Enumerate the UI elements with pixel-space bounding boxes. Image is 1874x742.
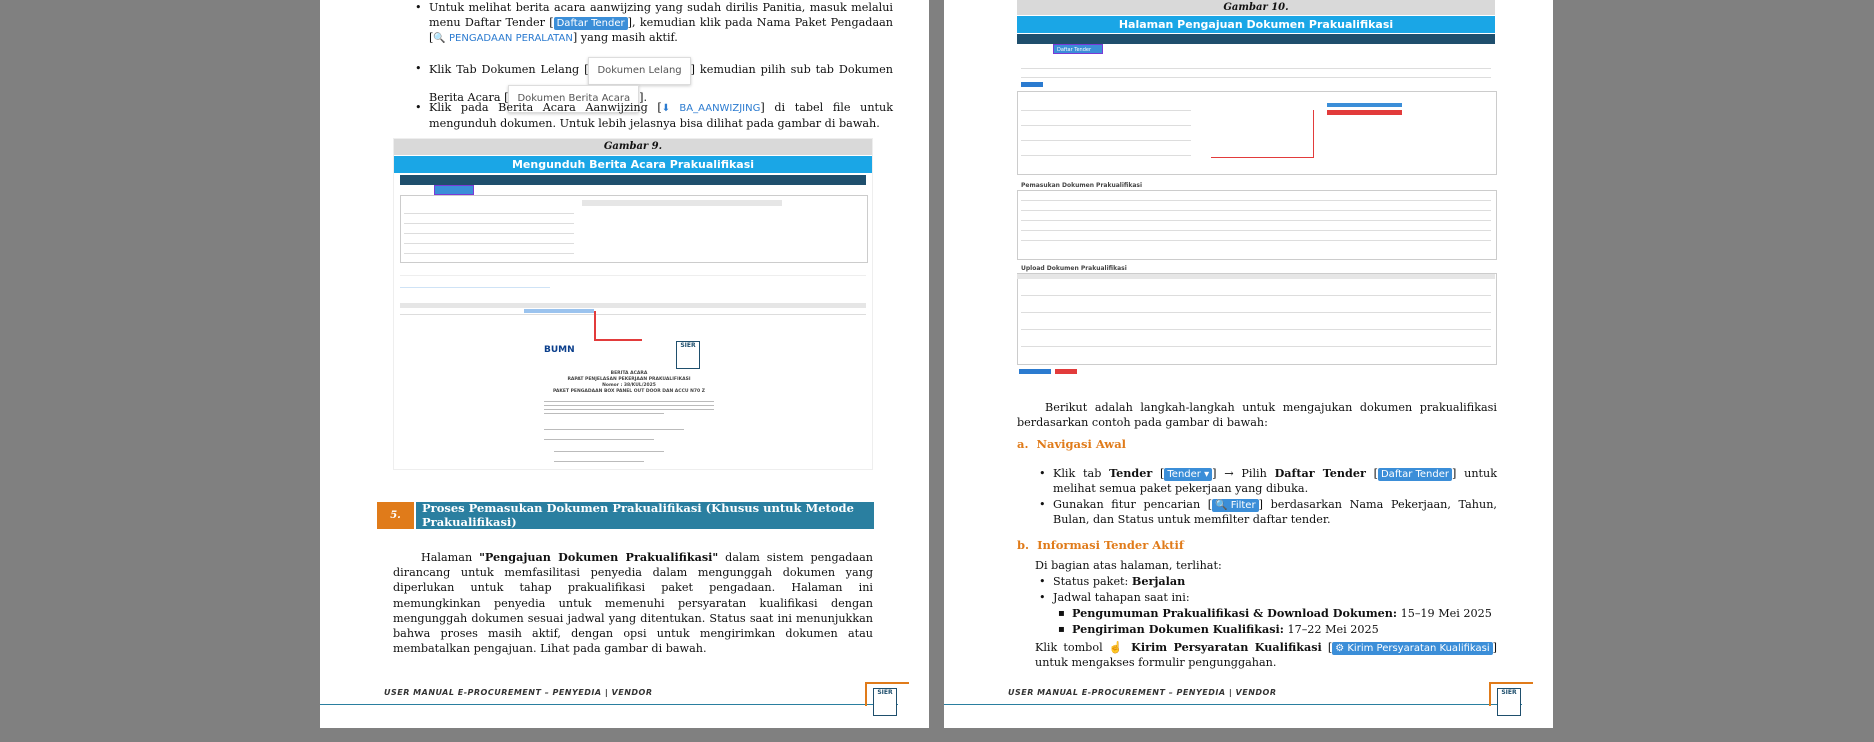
figure-10 bbox=[1017, 0, 1495, 378]
text: Navigasi Awal bbox=[1036, 437, 1127, 451]
submit-thumb bbox=[1019, 369, 1051, 374]
row-line bbox=[1021, 312, 1491, 313]
file-row bbox=[400, 314, 866, 315]
intro-paragraph: Berikut adalah langkah-langkah untuk mengajukan dokumen prakualifikasi berdasarkan contoh pada gambar di bawah: bbox=[1017, 401, 1497, 430]
doc-line bbox=[554, 451, 664, 452]
ba-file-link bbox=[524, 309, 594, 313]
text: PAKET PENGADAAN BOX PANEL OUT DOOR DAN ACCU N70 Z bbox=[553, 389, 705, 394]
sub-b-heading bbox=[1017, 538, 1184, 552]
section-pemasukan: Pemasukan Dokumen Prakualifikasi bbox=[1021, 182, 1142, 189]
row-line bbox=[1021, 210, 1491, 211]
logo-text: SIER bbox=[877, 689, 893, 696]
row-line bbox=[1021, 220, 1491, 221]
cancel-thumb bbox=[1055, 369, 1077, 374]
b-intro: Di bagian atas halaman, terlihat: bbox=[1035, 559, 1222, 572]
app-navbar bbox=[1017, 34, 1495, 44]
section-paragraph bbox=[393, 550, 873, 656]
text: Pengiriman Dokumen Kualifikasi: bbox=[1072, 622, 1284, 636]
text: ] di tabel file untuk mengunduh dokumen. Untuk lebih jelasnya bisa dilihat pada gambar di bawah. bbox=[429, 101, 894, 131]
arrow-line bbox=[1211, 157, 1314, 158]
arrow-line bbox=[594, 339, 642, 341]
figure-9 bbox=[393, 138, 873, 470]
figure-title: Mengunduh Berita Acara Prakualifikasi bbox=[394, 156, 872, 173]
bumn-logo: BUMN bbox=[544, 345, 575, 355]
text: RAPAT PENJELASAN PEKERJAAN PRAKUALIFIKASI bbox=[567, 377, 691, 382]
document-page-left bbox=[320, 0, 929, 728]
doc-line bbox=[554, 461, 644, 462]
file-table-header bbox=[400, 303, 866, 308]
schedule-header bbox=[582, 200, 782, 206]
jadwal-item-2 bbox=[1072, 622, 1492, 637]
row-line bbox=[1021, 240, 1491, 241]
sier-logo bbox=[873, 688, 897, 716]
tender-detail-panel bbox=[1017, 91, 1497, 175]
bullet-navigasi-tender: • Klik tab Tender [ Tender ▾ ] → Pilih Daftar Tender [ Daftar Tender ] untuk melihat semua paket pekerjaan yang dibuka. bbox=[1053, 466, 1497, 496]
text: untuk mengakses formulir pengunggahan. bbox=[1035, 656, 1277, 670]
ba-doc-title bbox=[544, 371, 714, 395]
dropdown-daftar-tender bbox=[434, 185, 474, 195]
page-footer: USER MANUAL E-PROCUREMENT – PENYEDIA | VENDOR bbox=[1008, 688, 1277, 697]
text: "Pengajuan Dokumen Prakualifikasi" bbox=[479, 550, 719, 564]
text: ], kemudian klik pada Nama Paket Pengadaan [ bbox=[429, 16, 893, 45]
kirim-persyaratan-chip: ⚙ Kirim Persyaratan Kualifikasi bbox=[1332, 642, 1492, 655]
search-icon: 🔍 bbox=[433, 33, 450, 45]
text: Untuk melihat berita acara aanwijzing yang sudah dirilis Panitia, masuk melalui menu Daftar Tender [ bbox=[429, 1, 893, 30]
text: Halaman bbox=[421, 551, 480, 564]
filter-chip: 🔍 Filter bbox=[1212, 499, 1258, 512]
dokumen-berita-acara-tab: Dokumen Berita Acara bbox=[508, 85, 639, 113]
text: Pengumuman Prakualifikasi & Download Dokumen: bbox=[1072, 606, 1398, 620]
text: 15–19 Mei 2025 bbox=[1397, 607, 1492, 620]
text: Tender bbox=[1109, 466, 1153, 480]
doc-line bbox=[544, 405, 714, 406]
ba-aanwijzing-link[interactable]: BA_AANWIZJING bbox=[679, 103, 761, 114]
text: a. bbox=[1017, 437, 1029, 451]
arrow-line bbox=[1313, 110, 1314, 158]
download-icon: ⬇ bbox=[661, 103, 680, 114]
upload-panel bbox=[1017, 273, 1497, 365]
row-line bbox=[1021, 110, 1191, 111]
bullet-status bbox=[1053, 574, 1497, 589]
pengadaan-peralatan-link[interactable]: PENGADAAN PERALATAN bbox=[449, 33, 573, 45]
daftar-tender-chip: Daftar Tender bbox=[1378, 468, 1452, 481]
row-line bbox=[1021, 295, 1491, 296]
text: Klik tombol bbox=[1035, 641, 1109, 654]
filter-row bbox=[1021, 77, 1491, 78]
text: ] yang masih aktif. bbox=[572, 31, 678, 45]
row-line bbox=[1021, 346, 1491, 347]
daftar-tender-chip: Daftar Tender bbox=[554, 17, 628, 30]
text: ] kemudian pilih sub tab Dokumen Berita Acara [ bbox=[429, 63, 893, 104]
row-line bbox=[1021, 230, 1491, 231]
row-line bbox=[1021, 200, 1491, 201]
text: BERITA ACARA bbox=[610, 371, 648, 376]
doc-line bbox=[544, 409, 714, 410]
figure-caption: Gambar 10. bbox=[1223, 2, 1289, 13]
text: Klik pada Berita Acara Aanwijzing [ bbox=[429, 101, 662, 114]
doc-line bbox=[544, 401, 714, 402]
page-footer: USER MANUAL E-PROCUREMENT – PENYEDIA | VENDOR bbox=[384, 688, 653, 697]
figure-title: Halaman Pengajuan Dokumen Prakualifikasi bbox=[1017, 16, 1495, 33]
pointer-icon: ☝ bbox=[1108, 641, 1126, 654]
row-line bbox=[404, 213, 574, 214]
bullet-aanwijzing-menu bbox=[429, 0, 893, 47]
text: untuk melihat semua paket pekerjaan yang dibuka. bbox=[1053, 467, 1498, 496]
text: b. bbox=[1017, 538, 1030, 552]
subtabs-row bbox=[400, 287, 550, 288]
app-navbar bbox=[400, 175, 866, 185]
filter-row bbox=[1021, 68, 1491, 69]
tender-chip: Tender ▾ bbox=[1164, 468, 1212, 481]
section-number: 5. bbox=[377, 502, 414, 529]
doc-line bbox=[544, 413, 664, 414]
doc-line bbox=[544, 429, 684, 430]
sier-logo-doc bbox=[676, 341, 700, 369]
dropdown-daftar-tender: Daftar Tender bbox=[1053, 44, 1103, 54]
doc-line bbox=[544, 439, 654, 440]
row-line bbox=[404, 243, 574, 244]
row-line bbox=[1021, 329, 1491, 330]
text: Nomor : 38/KUL/2025 bbox=[602, 383, 656, 388]
logo-text: SIER bbox=[680, 342, 696, 349]
sub-a-heading bbox=[1017, 437, 1126, 451]
text: ]. bbox=[639, 91, 648, 104]
text: → Pilih bbox=[1216, 467, 1275, 480]
jadwal-item-1 bbox=[1072, 606, 1492, 621]
tabs-row bbox=[400, 275, 866, 276]
kirim-button-thumb bbox=[1327, 103, 1402, 107]
text: Daftar Tender bbox=[1274, 466, 1366, 480]
arrow-line bbox=[594, 311, 596, 341]
text: Status paket: bbox=[1053, 575, 1132, 588]
row-line bbox=[1021, 125, 1191, 126]
footer-line bbox=[320, 704, 898, 705]
kirim-paragraph: Klik tombol ☝ Kirim Persyaratan Kualifikasi [ ⚙ Kirim Persyaratan Kualifikasi ] untuk mengakses formulir pengunggahan. bbox=[1035, 640, 1498, 670]
row-line bbox=[1021, 155, 1191, 156]
footer-line bbox=[944, 704, 1522, 705]
row-line bbox=[1021, 140, 1191, 141]
bullet-ba-aanwijzing bbox=[429, 100, 893, 131]
section-upload: Upload Dokumen Prakualifikasi bbox=[1021, 265, 1127, 272]
text: Berjalan bbox=[1131, 574, 1186, 588]
figure-caption: Gambar 9. bbox=[603, 141, 663, 152]
row-line bbox=[404, 223, 574, 224]
text: Klik Tab Dokumen Lelang [ bbox=[429, 63, 589, 76]
filter-button bbox=[1021, 82, 1043, 87]
text: ] berdasarkan Nama Pekerjaan, Tahun, Bulan, dan Status untuk memfilter daftar tender. bbox=[1053, 498, 1497, 527]
text: dalam sistem pengadaan dirancang untuk memfasilitasi penyedia dalam mengunggah dokumen yang diperlukan untuk tahap prakualifikasi paket pengadaan. Halaman ini memungkinkan penyedia untuk memenuhi persyaratan kualifikasi dengan mengunggah dokumen sesuai jadwal yang ditentukan. Status saat ini menunjukkan bahwa proses masih aktif, dengan opsi untuk mengirimkan dokumen atau membatalkan pengajuan. Lihat pada gambar di bawah. bbox=[393, 551, 873, 656]
upload-header bbox=[1017, 274, 1495, 279]
document-page-right bbox=[944, 0, 1553, 728]
text: Kirim Persyaratan Kualifikasi bbox=[1131, 640, 1322, 654]
row-line bbox=[404, 233, 574, 234]
text: 17–22 Mei 2025 bbox=[1283, 623, 1379, 636]
section-title: Proses Pemasukan Dokumen Prakualifikasi (Khusus untuk Metode Prakualifikasi) bbox=[416, 502, 874, 529]
text: Gunakan fitur pencarian [ bbox=[1053, 498, 1213, 511]
batal-button-thumb bbox=[1327, 110, 1402, 115]
text: Klik tab bbox=[1053, 467, 1110, 480]
text: Informasi Tender Aktif bbox=[1037, 538, 1184, 552]
row-line bbox=[404, 253, 574, 254]
dokumen-lelang-tab: Dokumen Lelang bbox=[588, 57, 690, 85]
bullet-jadwal: • Jadwal tahapan saat ini: bbox=[1053, 590, 1497, 605]
bullet-filter bbox=[1053, 497, 1497, 527]
logo-text: SIER bbox=[1501, 689, 1517, 696]
sier-logo bbox=[1497, 688, 1521, 716]
